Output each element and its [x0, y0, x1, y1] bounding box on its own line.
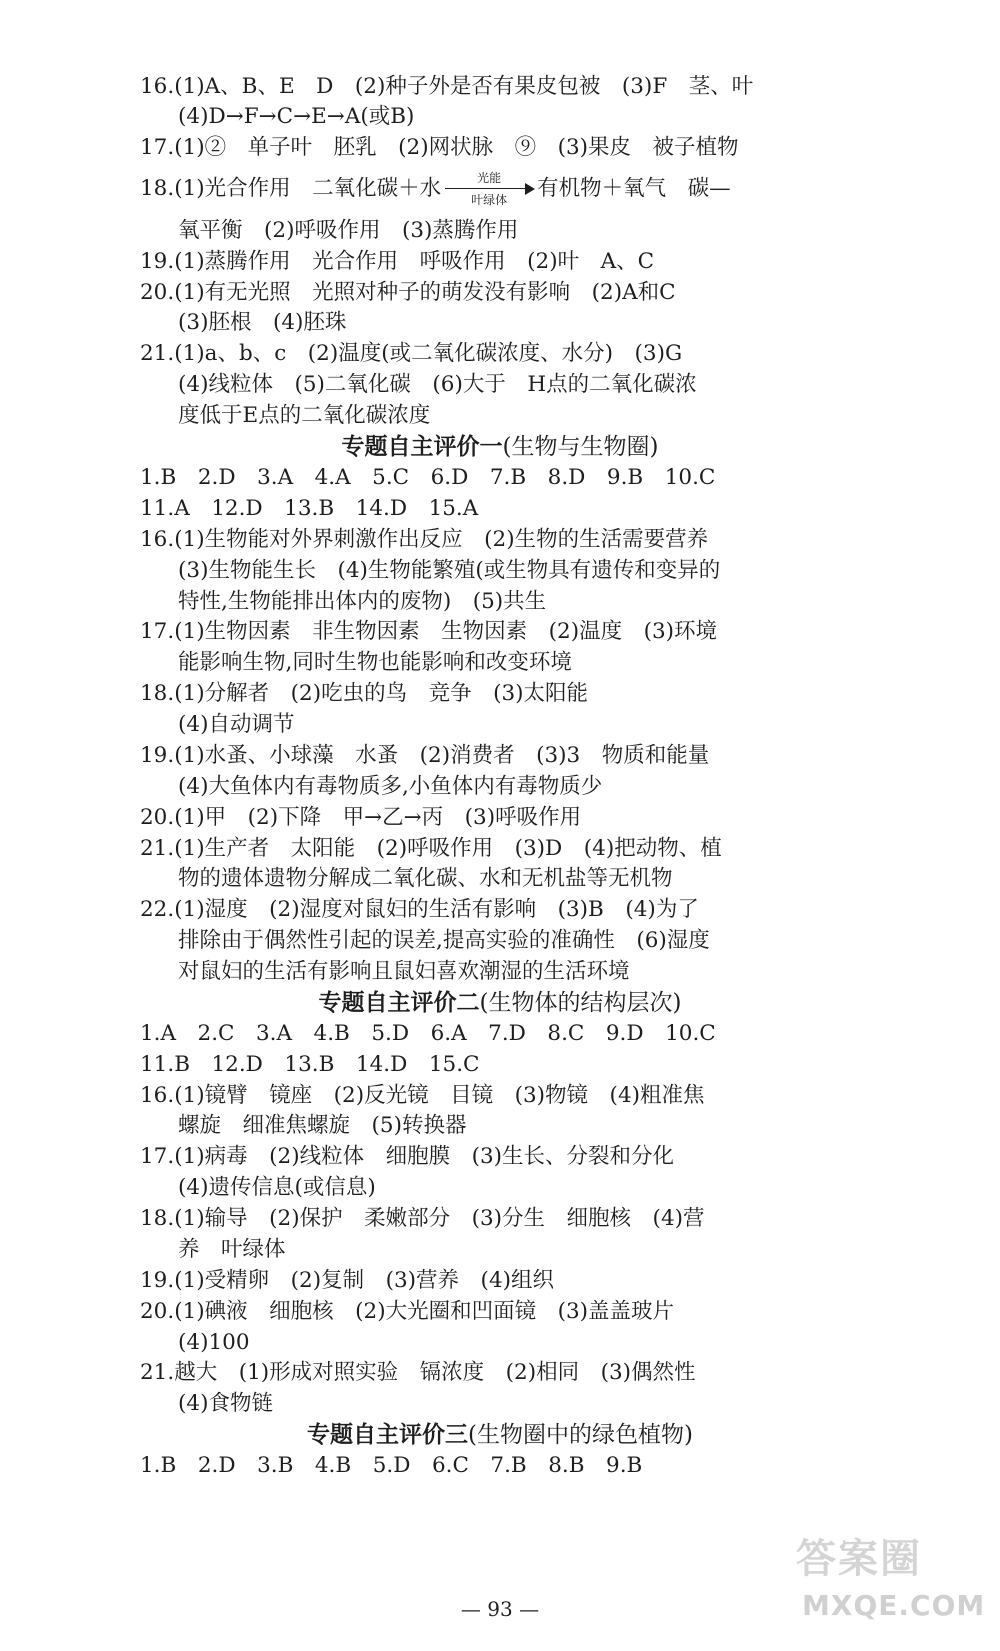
answer-line: (4)大鱼体内有毒物质多,小鱼体内有毒物质少: [178, 774, 603, 799]
answer-line: 20.(1)碘液 细胞核 (2)大光圈和凹面镜 (3)盖盖玻片: [140, 1299, 675, 1324]
answer-line: 17.(1)生物因素 非生物因素 生物因素 (2)温度 (3)环境: [140, 619, 718, 644]
answer-line: 对鼠妇的生活有影响且鼠妇喜欢潮湿的生活环境: [178, 959, 630, 984]
answer-line: 18.(1)分解者 (2)吃虫的鸟 竞争 (3)太阳能: [140, 681, 589, 706]
equation-right: 有机物＋氧气 碳—: [537, 176, 731, 201]
answer-line: 能影响生物,同时生物也能影响和改变环境: [178, 650, 572, 675]
section-heading-title: 专题自主评价一: [341, 434, 503, 460]
answer-line: (4)D→F→C→E→A(或B): [178, 104, 415, 129]
arrow-condition-chloroplast: 叶绿体: [471, 193, 508, 207]
equation-left: 18.(1)光合作用 二氧化碳＋水: [140, 176, 442, 201]
answer-line: (4)自动调节: [178, 712, 295, 737]
answer-line: 18.(1)输导 (2)保护 柔嫩部分 (3)分生 细胞核 (4)营: [140, 1206, 705, 1231]
arrow-shaft: [445, 188, 529, 189]
answer-line: (4)100: [178, 1330, 250, 1355]
answer-line: (4)线粒体 (5)二氧化碳 (6)大于 H点的二氧化碳浓: [178, 372, 697, 397]
page-number: — 93 —: [460, 1597, 540, 1621]
answer-line: 氧平衡 (2)呼吸作用 (3)蒸腾作用: [178, 218, 519, 243]
answer-line: 21.越大 (1)形成对照实验 镉浓度 (2)相同 (3)偶然性: [140, 1360, 696, 1385]
section-heading-3: [0, 1420, 1000, 1450]
section-heading-subtitle: (生物体的结构层次): [479, 990, 682, 1016]
answer-line: 特性,生物能排出体内的废物) (5)共生: [178, 589, 547, 614]
watermark-url: MXQE.COM: [802, 1589, 986, 1622]
answer-line: 1.B 2.D 3.A 4.A 5.C 6.D 7.B 8.D 9.B 10.C: [140, 465, 716, 490]
answer-line: (3)胚根 (4)胚珠: [178, 310, 347, 335]
answer-line: 19.(1)受精卵 (2)复制 (3)营养 (4)组织: [140, 1268, 555, 1293]
section-heading-2: [0, 988, 1000, 1018]
answer-line: 度低于E点的二氧化碳浓度: [178, 403, 431, 428]
reaction-arrow: [441, 171, 537, 207]
answer-line: 11.B 12.D 13.B 14.D 15.C: [140, 1052, 480, 1077]
answer-line: (4)食物链: [178, 1391, 273, 1416]
answer-line: 22.(1)湿度 (2)湿度对鼠妇的生活有影响 (3)B (4)为了: [140, 897, 699, 922]
watermark-text: 答案圈: [796, 1536, 922, 1582]
answer-line: 16.(1)镜臂 镜座 (2)反光镜 目镜 (3)物镜 (4)粗准焦: [140, 1083, 705, 1108]
answer-line: 19.(1)水蚤、小球藻 水蚤 (2)消费者 (3)3 物质和能量: [140, 743, 710, 768]
section-heading-title: 专题自主评价二: [318, 990, 480, 1016]
answer-line: 21.(1)生产者 太阳能 (2)呼吸作用 (3)D (4)把动物、植: [140, 836, 722, 861]
answer-line: (3)生物能生长 (4)生物能繁殖(或生物具有遗传和变异的: [178, 558, 721, 583]
answer-line: 16.(1)生物能对外界刺激作出反应 (2)生物的生活需要营养: [140, 527, 709, 552]
section-heading-1: [0, 432, 1000, 462]
answer-line: 19.(1)蒸腾作用 光合作用 呼吸作用 (2)叶 A、C: [140, 249, 655, 274]
answer-line: 物的遗体遗物分解成二氧化碳、水和无机盐等无机物: [178, 866, 673, 891]
section-heading-subtitle: (生物与生物圈): [502, 434, 659, 460]
answer-line: 20.(1)有无光照 光照对种子的萌发没有影响 (2)A和C: [140, 280, 676, 305]
section-heading-title: 专题自主评价三: [307, 1422, 469, 1448]
answer-line: 排除由于偶然性引起的误差,提高实验的准确性 (6)湿度: [178, 928, 710, 953]
answer-line: 螺旋 细准焦螺旋 (5)转换器: [178, 1113, 467, 1138]
answer-line: 17.(1)② 单子叶 胚乳 (2)网状脉 ⑨ (3)果皮 被子植物: [140, 135, 739, 160]
answer-line: 11.A 12.D 13.B 14.D 15.A: [140, 496, 479, 521]
answer-line: 20.(1)甲 (2)下降 甲→乙→丙 (3)呼吸作用: [140, 805, 582, 830]
answer-line: 21.(1)a、b、c (2)温度(或二氧化碳浓度、水分) (3)G: [140, 341, 683, 366]
arrow-condition-light: 光能: [477, 171, 502, 185]
answer-line: 1.A 2.C 3.A 4.B 5.D 6.A 7.D 8.C 9.D 10.C: [140, 1021, 716, 1046]
answer-line: (4)遗传信息(或信息): [178, 1175, 376, 1200]
answer-line: 16.(1)A、B、E D (2)种子外是否有果皮包被 (3)F 茎、叶: [140, 74, 754, 99]
answer-line: 17.(1)病毒 (2)线粒体 细胞膜 (3)生长、分裂和分化: [140, 1144, 675, 1169]
answer-line: 1.B 2.D 3.B 4.B 5.D 6.C 7.B 8.B 9.B: [140, 1453, 643, 1478]
section-heading-subtitle: (生物圈中的绿色植物): [468, 1422, 693, 1448]
answer-line: 养 叶绿体: [178, 1237, 286, 1262]
answer-line-photosynthesis: [140, 171, 960, 207]
watermark-logo: [792, 1527, 986, 1637]
